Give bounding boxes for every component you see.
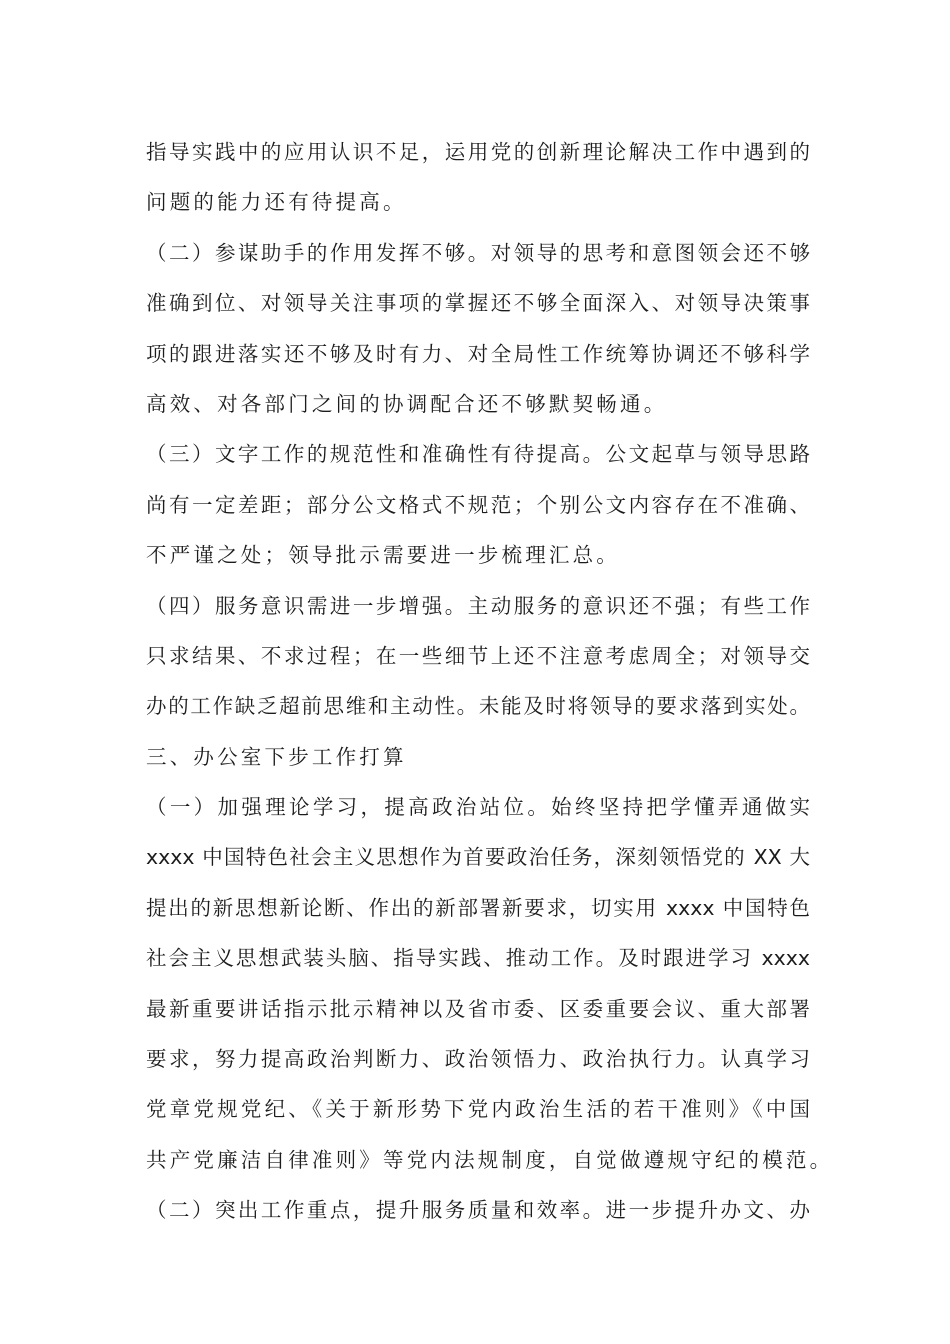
text-line: 准确到位、对领导关注事项的掌握还不够全面深入、对领导决策事	[146, 291, 810, 316]
text-line: 共产党廉洁自律准则》等党内法规制度，自觉做遵规守纪的模范。	[146, 1147, 834, 1172]
text-line: 社会主义思想武装头脑、指导实践、推动工作。及时跟进学习 xxxx	[146, 946, 810, 971]
paragraph-heading-2b: （二）突出工作重点，提升服务质量和效率。进一步提升办文、办	[146, 1198, 810, 1223]
text-line: 党章党规党纪、《关于新形势下党内政治生活的若干准则》《中国	[146, 1097, 810, 1122]
section-heading: 三、办公室下步工作打算	[146, 744, 407, 769]
text-line: 问题的能力还有待提高。	[146, 190, 407, 215]
text-line: 只求结果、不求过程；在一些细节上还不注意考虑周全；对领导交	[146, 643, 810, 668]
text-line: 要求，努力提高政治判断力、政治领悟力、政治执行力。认真学习	[146, 1047, 810, 1072]
paragraph-heading-1: （一）加强理论学习，提高政治站位。始终坚持把学懂弄通做实	[146, 795, 810, 820]
text-line: 指导实践中的应用认识不足，运用党的创新理论解决工作中遇到的	[146, 140, 810, 164]
document-body	[146, 127, 834, 1236]
text-line: xxxx 中国特色社会主义思想作为首要政治任务，深刻领悟党的 XX 大	[146, 845, 810, 870]
text-line: 不严谨之处；领导批示需要进一步梳理汇总。	[146, 543, 620, 568]
text-line: 办的工作缺乏超前思维和主动性。未能及时将领导的要求落到实处。	[146, 694, 810, 719]
text-line: 项的跟进落实还不够及时有力、对全局性工作统筹协调还不够科学	[146, 341, 810, 366]
paragraph-heading-4: （四）服务意识需进一步增强。主动服务的意识还不强；有些工作	[146, 593, 810, 618]
text-line: 最新重要讲话指示批示精神以及省市委、区委重要会议、重大部署	[146, 996, 810, 1021]
paragraph-heading-3: （三）文字工作的规范性和准确性有待提高。公文起草与领导思路	[146, 442, 810, 467]
text-line: 提出的新思想新论断、作出的新部署新要求，切实用 xxxx 中国特色	[146, 895, 810, 920]
text-line: 尚有一定差距；部分公文格式不规范；个别公文内容存在不准确、	[146, 492, 810, 517]
text-line: 高效、对各部门之间的协调配合还不够默契畅通。	[146, 391, 668, 416]
paragraph-heading-2: （二）参谋助手的作用发挥不够。对领导的思考和意图领会还不够	[146, 240, 810, 265]
